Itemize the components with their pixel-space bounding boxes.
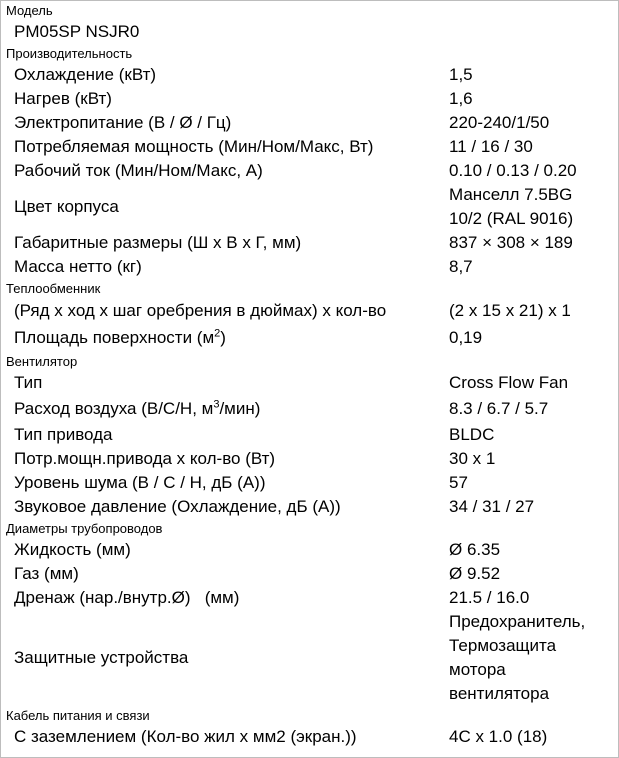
spec-label: Масса нетто (кг): [14, 257, 142, 276]
spec-value: 34 / 31 / 27: [449, 497, 535, 516]
spec-row-airflow: [1, 395, 618, 423]
spec-value-line: Манселл 7.5BG: [449, 185, 573, 204]
spec-value-line: 10/2 (RAL 9016): [449, 209, 574, 228]
spec-label: Рабочий ток (Мин/Ном/Макс, А): [14, 161, 263, 180]
spec-label: Защитные устройства: [14, 648, 189, 667]
section-header-model: Модель: [6, 3, 53, 18]
spec-value: 0.10 / 0.13 / 0.20: [449, 161, 577, 180]
spec-label: Охлаждение (кВт): [14, 65, 157, 84]
spec-value: 8,7: [449, 257, 473, 276]
spec-value-line: Термозащита: [449, 636, 557, 655]
spec-value-line: мотора: [449, 660, 506, 679]
spec-value: 8.3 / 6.7 / 5.7: [449, 399, 549, 418]
spec-value: 1,6: [449, 89, 473, 108]
spec-value: 11 / 16 / 30: [449, 137, 533, 156]
spec-value: BLDC: [449, 425, 495, 444]
spec-label: Потребляемая мощность (Мин/Ном/Макс, Вт): [14, 137, 374, 156]
spec-label: С заземлением (Кол-во жил x мм2 (экран.)): [14, 727, 357, 746]
label-text: Площадь поверхности (м: [14, 328, 215, 347]
spec-label: (Ряд x ход x шаг оребрения в дюймах) x кол-во: [14, 301, 387, 320]
spec-value: [449, 183, 618, 231]
spec-value-line: вентилятора: [449, 684, 550, 703]
spec-row-cooling: [1, 63, 618, 87]
spec-row-dimensions: [1, 231, 618, 255]
spec-value: 0,19: [449, 328, 483, 347]
spec-row-power-supply: [1, 111, 618, 135]
spec-value: 4C x 1.0 (18): [449, 727, 548, 746]
section-header-power-cable: Кабель питания и связи: [6, 708, 150, 723]
section-header-heat-exchanger: Теплообменник: [6, 281, 101, 296]
spec-row-casing-color: [1, 183, 618, 231]
spec-value: Cross Flow Fan: [449, 373, 569, 392]
spec-value: 21.5 / 16.0: [449, 588, 530, 607]
section-header-performance: Производительность: [6, 46, 133, 61]
spec-label: Цвет корпуса: [14, 197, 119, 216]
spec-label: Нагрев (кВт): [14, 89, 112, 108]
spec-row-noise-level: [1, 471, 618, 495]
spec-label: [1, 328, 449, 348]
section-header-fan: Вентилятор: [6, 354, 78, 369]
spec-label: Тип привода: [14, 425, 113, 444]
spec-row-grounded-cable: [1, 725, 618, 749]
spec-value: 57: [449, 473, 468, 492]
spec-row-protection-devices: [1, 610, 618, 706]
spec-label: Звуковое давление (Охлаждение, дБ (А)): [14, 497, 341, 516]
spec-label: Тип: [14, 373, 43, 392]
spec-row-power-consumption: [1, 135, 618, 159]
spec-row-fin-config: [1, 298, 618, 324]
spec-value-line: Предохранитель,: [449, 612, 586, 631]
spec-value: 30 x 1: [449, 449, 496, 468]
spec-row-drive-power: [1, 447, 618, 471]
spec-label: Потр.мощн.привода x кол-во (Вт): [14, 449, 276, 468]
spec-value: 837 × 308 × 189: [449, 233, 573, 252]
spec-value: Ø 9.52: [449, 564, 501, 583]
label-text-end: /мин): [219, 399, 261, 418]
spec-label: Дренаж (нар./внутр.Ø) (мм): [14, 588, 240, 607]
spec-row-operating-current: [1, 159, 618, 183]
section-header-pipe-diameters: Диаметры трубопроводов: [6, 521, 163, 536]
spec-row-liquid-pipe: [1, 538, 618, 562]
label-text: Расход воздуха (В/С/Н, м: [14, 399, 214, 418]
spec-value: Ø 6.35: [449, 540, 501, 559]
label-superscript: 3: [213, 398, 220, 411]
spec-label: Жидкость (мм): [14, 540, 131, 559]
spec-row-sound-pressure: [1, 495, 618, 519]
spec-value: [449, 610, 618, 706]
spec-value: (2 x 15 x 21) x 1: [449, 301, 571, 320]
label-text-end: ): [220, 328, 226, 347]
spec-row-drive-type: [1, 423, 618, 447]
spec-row-heating: [1, 87, 618, 111]
model-value: PM05SP NSJR0: [14, 22, 140, 41]
spec-row-fan-type: [1, 371, 618, 395]
spec-row-gas-pipe: [1, 562, 618, 586]
spec-label: Электропитание (В / Ø / Гц): [14, 113, 232, 132]
label-superscript: 2: [214, 327, 221, 340]
spec-row-net-weight: [1, 255, 618, 279]
spec-label: Габаритные размеры (Ш x В x Г, мм): [14, 233, 302, 252]
spec-label: Газ (мм): [14, 564, 79, 583]
spec-label: [1, 399, 449, 419]
spec-value: 1,5: [449, 65, 473, 84]
spec-value: 220-240/1/50: [449, 113, 550, 132]
spec-row-surface-area: [1, 324, 618, 352]
spec-row-drain: [1, 586, 618, 610]
spec-label: Уровень шума (В / С / Н, дБ (А)): [14, 473, 266, 492]
